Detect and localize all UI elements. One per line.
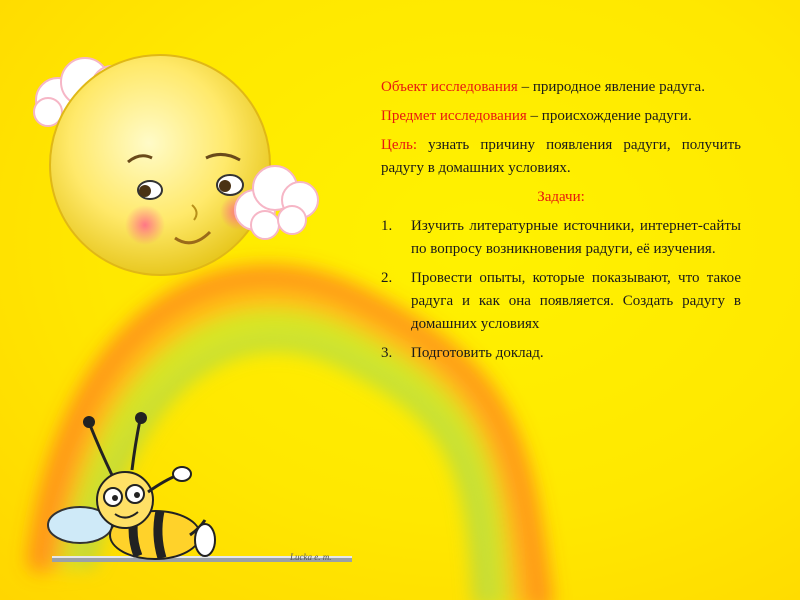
subject-text: – происхождение радуги. xyxy=(526,108,692,124)
task-text: Изучить литературные источники, интернет-сайты по вопросу возникновения радуги, её изучения. xyxy=(411,218,741,257)
goal-label: Цель: xyxy=(381,137,417,153)
svg-text:Lucka e. m.: Lucka e. m. xyxy=(290,552,332,562)
task-item xyxy=(381,215,741,261)
goal-text: узнать причину появления радуги, получить радугу в домашних условиях. xyxy=(381,137,741,176)
object-label: Объект исследования xyxy=(381,79,518,95)
research-subject xyxy=(381,105,741,128)
tasks-title: Задачи: xyxy=(537,189,585,205)
task-text: Провести опыты, которые показывают, что такое радуга и как она появляется. Создать радугу в домашних условиях xyxy=(411,270,741,332)
task-item xyxy=(381,342,741,365)
text-block xyxy=(381,76,741,371)
task-text: Подготовить доклад. xyxy=(411,345,544,361)
task-number: 2. xyxy=(381,270,393,286)
research-object xyxy=(381,76,741,99)
research-goal xyxy=(381,134,741,180)
sun-face-icon xyxy=(34,55,318,275)
tasks-list xyxy=(381,215,741,365)
task-item xyxy=(381,267,741,336)
task-number: 1. xyxy=(381,218,393,234)
subject-label: Предмет исследования xyxy=(381,108,527,124)
task-number: 3. xyxy=(381,345,393,361)
object-text: – природное явление радуга. xyxy=(517,79,705,95)
